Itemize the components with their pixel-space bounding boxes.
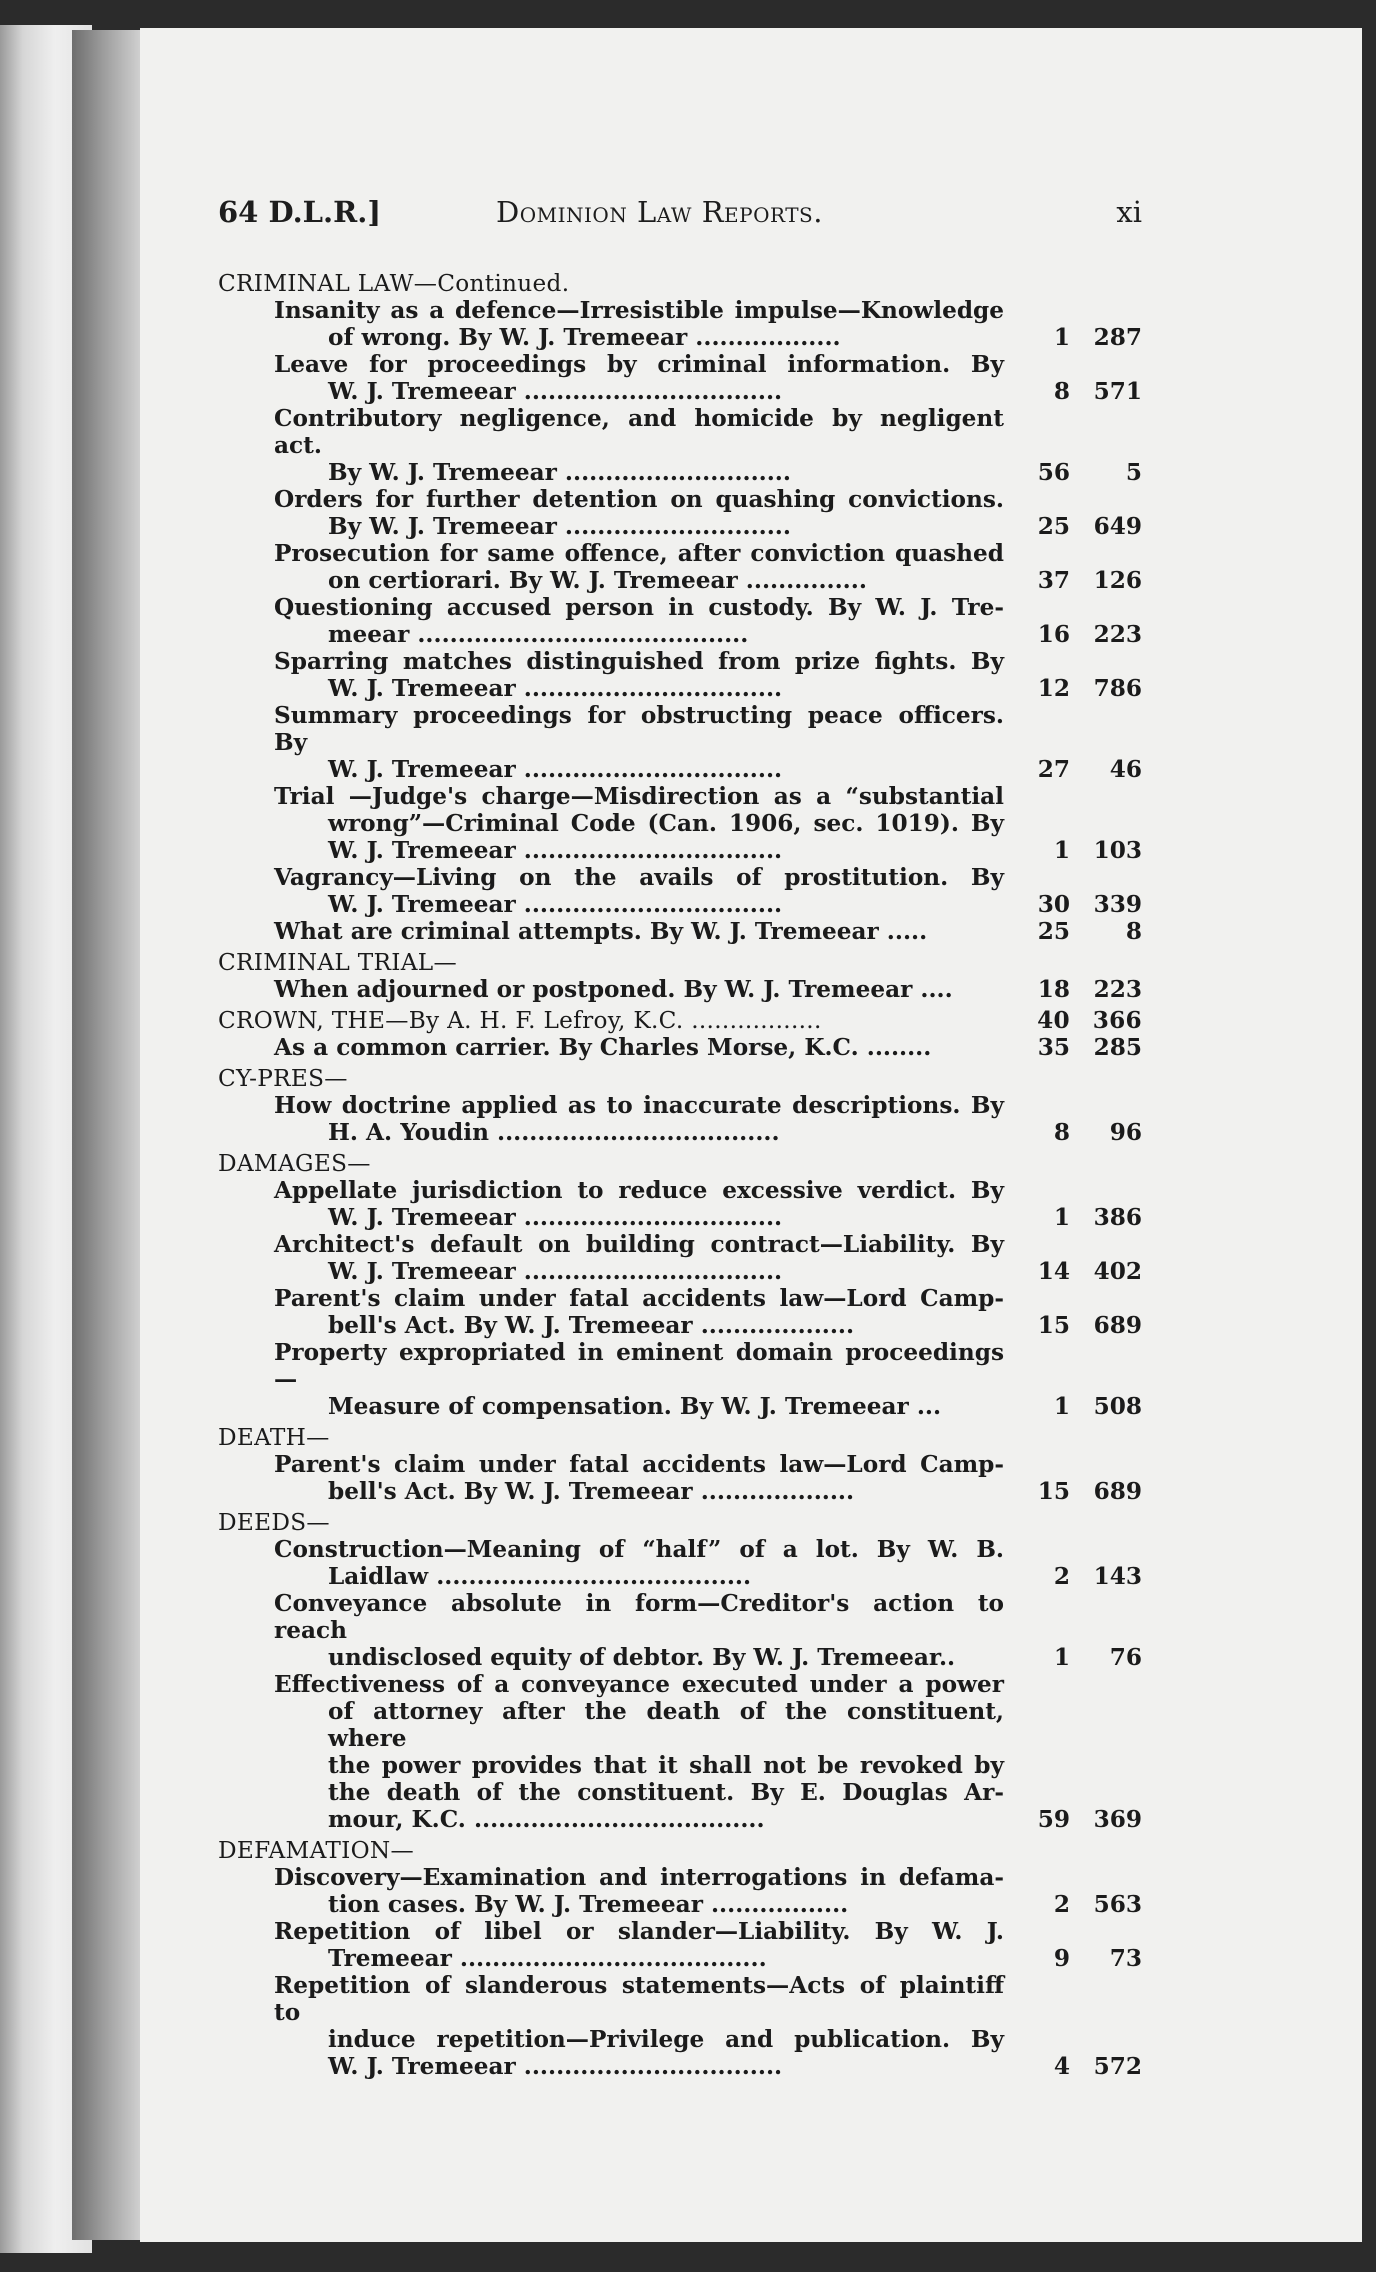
index-reference bbox=[1010, 2053, 1142, 2080]
entry-line: Questioning accused person in custody. By W. J. Tre- bbox=[274, 594, 1004, 621]
entry-text bbox=[218, 864, 1142, 918]
index-entry bbox=[218, 1231, 1142, 1285]
subject-index bbox=[218, 270, 1142, 2080]
volume-number: 8 bbox=[1053, 1119, 1070, 1146]
entry-line: Parent's claim under fatal accidents law—Lord Camp- bbox=[274, 1285, 1004, 1312]
entry-line: Insanity as a defence—Irresistible impulse—Knowledge bbox=[274, 297, 1004, 324]
entry-line: the death of the constituent. By E. Douglas Ar- bbox=[328, 1779, 1004, 1806]
entry-line: By W. J. Tremeear ............................ bbox=[328, 459, 791, 486]
index-entry bbox=[218, 1451, 1142, 1505]
index-entry bbox=[218, 1536, 1142, 1590]
index-entry bbox=[218, 1177, 1142, 1231]
entry-line: Measure of compensation. By W. J. Tremeear ... bbox=[328, 1393, 942, 1420]
entry-text bbox=[218, 405, 1142, 486]
entry-line: What are criminal attempts. By W. J. Tremeear ..... bbox=[274, 918, 928, 945]
index-heading-text: DEEDS— bbox=[218, 1509, 330, 1536]
entry-line: of wrong. By W. J. Tremeear .................. bbox=[328, 324, 841, 351]
page-number: 96 bbox=[1109, 1119, 1142, 1146]
page-number: 508 bbox=[1093, 1393, 1142, 1420]
index-reference bbox=[1010, 1204, 1142, 1231]
index-heading-text: DEATH— bbox=[218, 1424, 330, 1451]
index-entry bbox=[218, 594, 1142, 648]
index-heading bbox=[218, 1065, 1142, 1092]
entry-line: Sparring matches distinguished from prize fights. By bbox=[274, 648, 1004, 675]
entry-line: W. J. Tremeear ................................ bbox=[328, 756, 783, 783]
page-number: 76 bbox=[1109, 1644, 1142, 1671]
page-number: 689 bbox=[1093, 1312, 1142, 1339]
index-heading bbox=[218, 949, 1142, 976]
index-reference bbox=[1010, 918, 1142, 945]
entry-line: W. J. Tremeear ................................ bbox=[328, 891, 783, 918]
volume-number: 25 bbox=[1037, 513, 1070, 540]
index-entry bbox=[218, 1285, 1142, 1339]
volume-number: 16 bbox=[1037, 621, 1070, 648]
index-reference bbox=[1010, 1007, 1142, 1034]
index-reference bbox=[1010, 1119, 1142, 1146]
entry-line: Discovery—Examination and interrogations in defama- bbox=[274, 1864, 1004, 1891]
index-reference bbox=[1010, 567, 1142, 594]
index-heading-text: CROWN, THE—By A. H. F. Lefroy, K.C. ................. bbox=[218, 1007, 822, 1034]
entry-line: Repetition of libel or slander—Liability. By W. J. bbox=[274, 1918, 1004, 1945]
index-heading bbox=[218, 1007, 1142, 1034]
page-number: 5 bbox=[1125, 459, 1142, 486]
entry-line: Tremeear ...................................... bbox=[328, 1945, 767, 1972]
entry-line: W. J. Tremeear ................................ bbox=[328, 1258, 783, 1285]
page-number: 73 bbox=[1109, 1945, 1142, 1972]
page-number: 572 bbox=[1093, 2053, 1142, 2080]
entry-text bbox=[218, 1231, 1142, 1285]
volume-number: 30 bbox=[1037, 891, 1070, 918]
entry-line: W. J. Tremeear ................................ bbox=[328, 837, 783, 864]
volume-number: 37 bbox=[1037, 567, 1070, 594]
index-entry bbox=[218, 540, 1142, 594]
entry-text bbox=[218, 1177, 1142, 1231]
entry-text bbox=[218, 1972, 1142, 2080]
entry-text bbox=[218, 1590, 1142, 1671]
entry-text bbox=[218, 702, 1142, 783]
index-heading bbox=[218, 1509, 1142, 1536]
volume-number: 14 bbox=[1037, 1258, 1070, 1285]
page-number: 366 bbox=[1092, 1007, 1142, 1034]
entry-line: Vagrancy—Living on the avails of prostitution. By bbox=[274, 864, 1004, 891]
page-number: 46 bbox=[1109, 756, 1142, 783]
page-number: 143 bbox=[1093, 1563, 1142, 1590]
index-reference bbox=[1010, 675, 1142, 702]
entry-line: Trial —Judge's charge—Misdirection as a “substantial bbox=[274, 783, 1004, 810]
index-heading bbox=[218, 1150, 1142, 1177]
page-number: 287 bbox=[1093, 324, 1142, 351]
volume-number: 25 bbox=[1037, 918, 1070, 945]
index-entry bbox=[218, 1092, 1142, 1146]
index-heading-text: CY-PRES— bbox=[218, 1065, 348, 1092]
page-number: 8 bbox=[1125, 918, 1142, 945]
entry-line: Leave for proceedings by criminal information. By bbox=[274, 351, 1004, 378]
index-reference bbox=[1010, 1945, 1142, 1972]
entry-line: Architect's default on building contract—Liability. By bbox=[274, 1231, 1004, 1258]
entry-line: Property expropriated in eminent domain proceedings— bbox=[274, 1339, 1004, 1393]
entry-text bbox=[218, 648, 1142, 702]
index-heading-text: CRIMINAL LAW—Continued. bbox=[218, 270, 570, 297]
index-entry bbox=[218, 783, 1142, 864]
page-number: 369 bbox=[1093, 1806, 1142, 1833]
index-entry bbox=[218, 976, 1142, 1003]
entry-line: W. J. Tremeear ................................ bbox=[328, 675, 783, 702]
entry-line: Orders for further detention on quashing convictions. bbox=[274, 486, 1004, 513]
index-entry bbox=[218, 702, 1142, 783]
index-entry bbox=[218, 648, 1142, 702]
entry-text bbox=[218, 976, 1142, 1003]
entry-line: W. J. Tremeear ................................ bbox=[328, 1204, 783, 1231]
volume-number: 1 bbox=[1053, 837, 1070, 864]
entry-text bbox=[218, 1536, 1142, 1590]
index-heading-text: DAMAGES— bbox=[218, 1150, 371, 1177]
index-entry bbox=[218, 1918, 1142, 1972]
entry-text bbox=[218, 1285, 1142, 1339]
entry-line: Construction—Meaning of “half” of a lot. By W. B. bbox=[274, 1536, 1004, 1563]
volume-number: 8 bbox=[1053, 378, 1070, 405]
entry-line: bell's Act. By W. J. Tremeear ................... bbox=[328, 1478, 855, 1505]
entry-text bbox=[218, 1339, 1142, 1420]
entry-line: By W. J. Tremeear ............................ bbox=[328, 513, 791, 540]
index-reference bbox=[1010, 1312, 1142, 1339]
volume-number: 35 bbox=[1037, 1034, 1070, 1061]
index-reference bbox=[1010, 459, 1142, 486]
index-reference bbox=[1010, 1806, 1142, 1833]
page-number: 103 bbox=[1093, 837, 1142, 864]
running-header bbox=[218, 195, 1142, 235]
page-number: 402 bbox=[1093, 1258, 1142, 1285]
index-reference bbox=[1010, 1563, 1142, 1590]
entry-text bbox=[218, 351, 1142, 405]
entry-line: H. A. Youdin ................................... bbox=[328, 1119, 780, 1146]
index-reference bbox=[1010, 1478, 1142, 1505]
index-reference bbox=[1010, 1393, 1142, 1420]
volume-number: 2 bbox=[1053, 1563, 1070, 1590]
entry-line: Appellate jurisdiction to reduce excessive verdict. By bbox=[274, 1177, 1004, 1204]
entry-line: When adjourned or postponed. By W. J. Tremeear .... bbox=[274, 976, 953, 1003]
entry-text bbox=[218, 1918, 1142, 1972]
volume-number: 12 bbox=[1037, 675, 1070, 702]
volume-number: 9 bbox=[1053, 1945, 1070, 1972]
entry-line: tion cases. By W. J. Tremeear ................. bbox=[328, 1891, 849, 1918]
index-heading bbox=[218, 1424, 1142, 1451]
index-reference bbox=[1010, 976, 1142, 1003]
index-reference bbox=[1010, 324, 1142, 351]
index-heading bbox=[218, 1837, 1142, 1864]
page-number: 386 bbox=[1093, 1204, 1142, 1231]
entry-text bbox=[218, 1864, 1142, 1918]
index-reference bbox=[1010, 756, 1142, 783]
entry-text bbox=[218, 297, 1142, 351]
index-reference bbox=[1010, 1891, 1142, 1918]
volume-number: 59 bbox=[1037, 1806, 1070, 1833]
volume-number: 2 bbox=[1053, 1891, 1070, 1918]
index-entry bbox=[218, 1972, 1142, 2080]
entry-line: wrong”—Criminal Code (Can. 1906, sec. 1019). By bbox=[328, 810, 1004, 837]
volume-number: 1 bbox=[1053, 1204, 1070, 1231]
index-reference bbox=[1010, 1258, 1142, 1285]
index-entry bbox=[218, 351, 1142, 405]
header-title: Dominion Law Reports. bbox=[496, 195, 823, 229]
volume-number: 15 bbox=[1037, 1312, 1070, 1339]
index-heading bbox=[218, 270, 1142, 297]
page-number: 649 bbox=[1093, 513, 1142, 540]
volume-number: 1 bbox=[1053, 1644, 1070, 1671]
volume-number: 1 bbox=[1053, 324, 1070, 351]
page-number: 126 bbox=[1093, 567, 1142, 594]
index-entry bbox=[218, 1339, 1142, 1420]
entry-line: Laidlaw ....................................... bbox=[328, 1563, 752, 1590]
entry-text bbox=[218, 1451, 1142, 1505]
entry-text bbox=[218, 486, 1142, 540]
page-number: 563 bbox=[1093, 1891, 1142, 1918]
index-entry bbox=[218, 864, 1142, 918]
page-number: 223 bbox=[1093, 976, 1142, 1003]
entry-line: Effectiveness of a conveyance executed under a power bbox=[274, 1671, 1004, 1698]
entry-line: How doctrine applied as to inaccurate descriptions. By bbox=[274, 1092, 1004, 1119]
entry-text bbox=[218, 783, 1142, 864]
index-heading-text: CRIMINAL TRIAL— bbox=[218, 949, 457, 976]
entry-line: Summary proceedings for obstructing peace officers. By bbox=[274, 702, 1004, 756]
volume-number: 40 bbox=[1037, 1007, 1070, 1034]
index-heading-text: DEFAMATION— bbox=[218, 1837, 414, 1864]
index-entry bbox=[218, 405, 1142, 486]
index-entry bbox=[218, 486, 1142, 540]
entry-line: As a common carrier. By Charles Morse, K.C. ........ bbox=[274, 1034, 932, 1061]
index-entry bbox=[218, 1034, 1142, 1061]
entry-line: W. J. Tremeear ................................ bbox=[328, 2053, 783, 2080]
entry-line: induce repetition—Privilege and publication. By bbox=[328, 2026, 1004, 2053]
index-reference bbox=[1010, 891, 1142, 918]
entry-line: Prosecution for same offence, after conviction quashed bbox=[274, 540, 1004, 567]
header-page-number: xi bbox=[1116, 195, 1142, 229]
index-reference bbox=[1010, 1644, 1142, 1671]
volume-number: 1 bbox=[1053, 1393, 1070, 1420]
entry-line: Repetition of slanderous statements—Acts of plaintiff to bbox=[274, 1972, 1004, 2026]
entry-text bbox=[218, 1671, 1142, 1833]
entry-text bbox=[218, 1034, 1142, 1061]
index-reference bbox=[1010, 1034, 1142, 1061]
entry-line: Parent's claim under fatal accidents law—Lord Camp- bbox=[274, 1451, 1004, 1478]
entry-text bbox=[218, 594, 1142, 648]
index-entry bbox=[218, 297, 1142, 351]
index-reference bbox=[1010, 621, 1142, 648]
volume-number: 27 bbox=[1037, 756, 1070, 783]
page-number: 786 bbox=[1093, 675, 1142, 702]
page-number: 223 bbox=[1093, 621, 1142, 648]
header-volume: 64 D.L.R.] bbox=[218, 195, 382, 229]
entry-text bbox=[218, 540, 1142, 594]
entry-line: Contributory negligence, and homicide by negligent act. bbox=[274, 405, 1004, 459]
page-number: 689 bbox=[1093, 1478, 1142, 1505]
entry-line: bell's Act. By W. J. Tremeear ................... bbox=[328, 1312, 855, 1339]
volume-number: 4 bbox=[1053, 2053, 1070, 2080]
volume-number: 15 bbox=[1037, 1478, 1070, 1505]
entry-line: mour, K.C. .................................... bbox=[328, 1806, 765, 1833]
entry-line: of attorney after the death of the constituent, where bbox=[328, 1698, 1004, 1752]
entry-line: meear ......................................... bbox=[328, 621, 749, 648]
entry-text bbox=[218, 918, 1142, 945]
entry-line: the power provides that it shall not be revoked by bbox=[328, 1752, 1004, 1779]
entry-text bbox=[218, 1092, 1142, 1146]
page-number: 339 bbox=[1093, 891, 1142, 918]
index-entry bbox=[218, 1864, 1142, 1918]
index-reference bbox=[1010, 837, 1142, 864]
index-entry bbox=[218, 1590, 1142, 1671]
volume-number: 18 bbox=[1037, 976, 1070, 1003]
index-entry bbox=[218, 1671, 1142, 1833]
page-number: 285 bbox=[1093, 1034, 1142, 1061]
index-entry bbox=[218, 918, 1142, 945]
volume-number: 56 bbox=[1037, 459, 1070, 486]
entry-line: Conveyance absolute in form—Creditor's action to reach bbox=[274, 1590, 1004, 1644]
index-reference bbox=[1010, 513, 1142, 540]
entry-line: on certiorari. By W. J. Tremeear ............... bbox=[328, 567, 867, 594]
entry-line: undisclosed equity of debtor. By W. J. Tremeear.. bbox=[328, 1644, 956, 1671]
index-reference bbox=[1010, 378, 1142, 405]
entry-line: W. J. Tremeear ................................ bbox=[328, 378, 783, 405]
page-number: 571 bbox=[1093, 378, 1142, 405]
